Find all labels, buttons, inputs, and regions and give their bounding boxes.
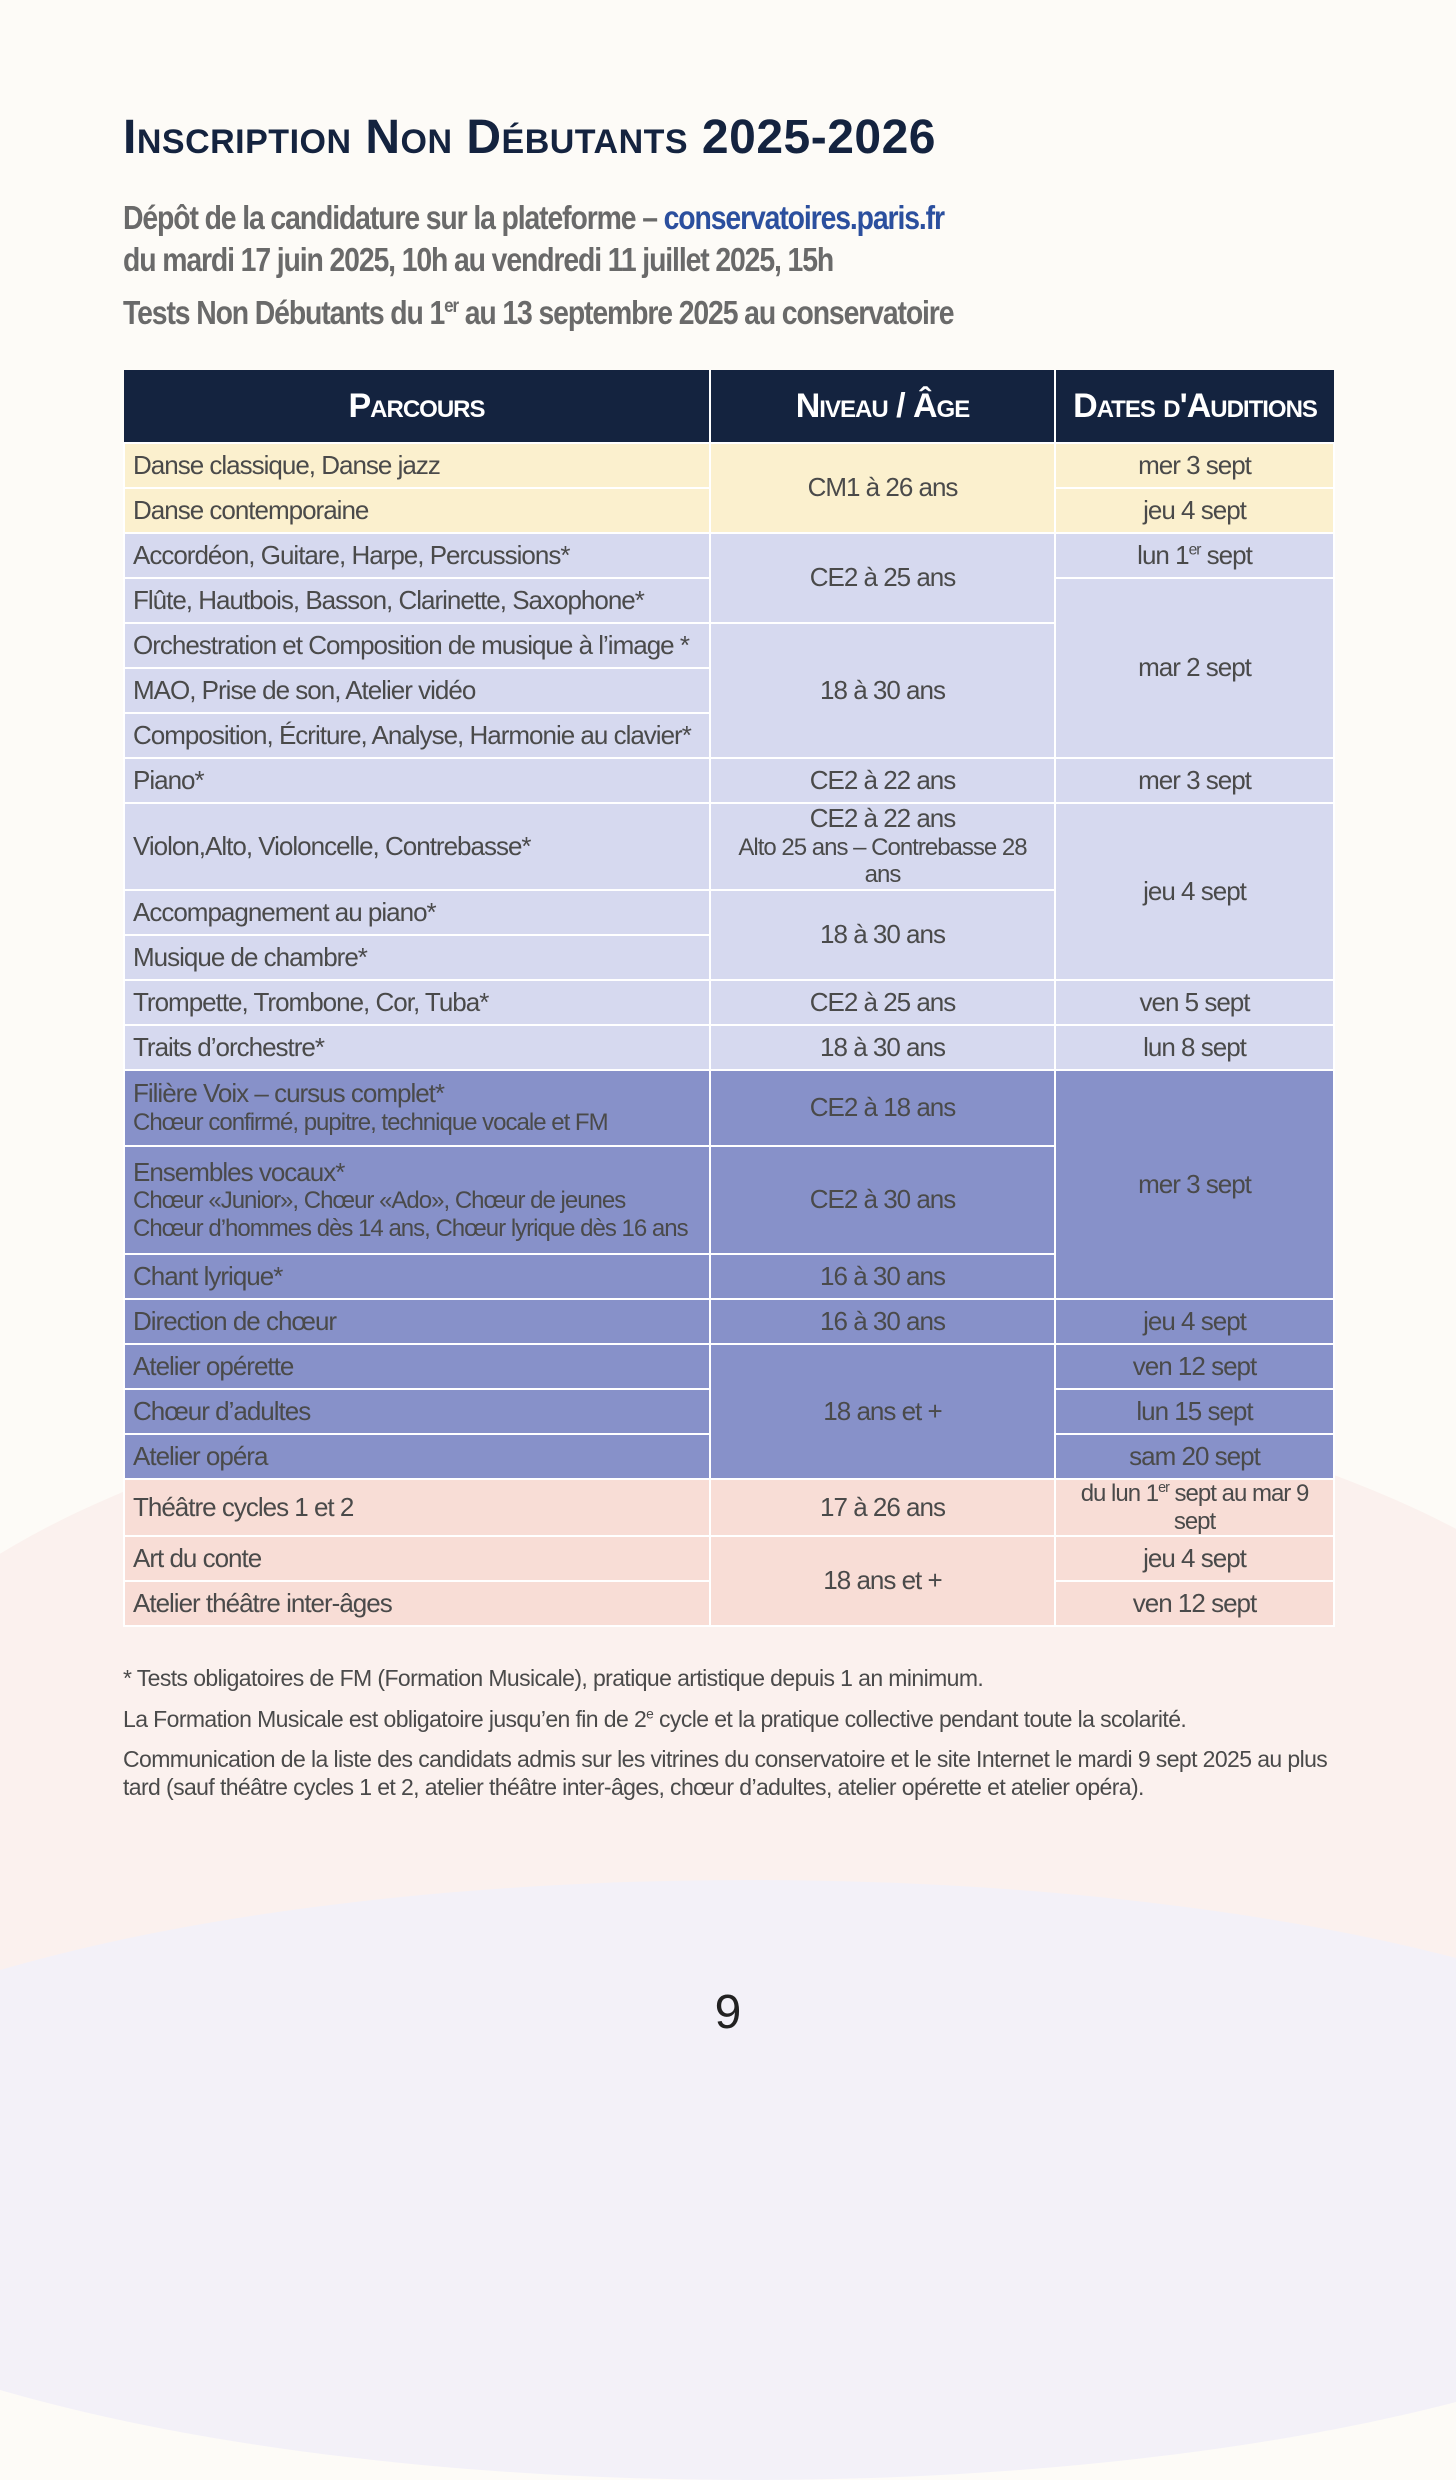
niveau-cell: 18 à 30 ans [710, 890, 1055, 980]
date-text: sept au mar 9 sept [1168, 1480, 1309, 1535]
date-cell: jeu 4 sept [1055, 1536, 1334, 1581]
tests-text-b: au 13 septembre 2025 au conservatoire [457, 294, 954, 331]
parcours-text: Ensembles vocaux* [133, 1156, 345, 1187]
niveau-text: CE2 à 22 ans [809, 803, 956, 833]
date-sup: er [1158, 1480, 1169, 1497]
table-row [124, 1536, 1334, 1581]
parcours-cell: Trompette, Trombone, Cor, Tuba* [124, 980, 710, 1025]
parcours-cell: Composition, Écriture, Analyse, Harmonie au clavier* [124, 713, 710, 758]
niveau-cell: CE2 à 25 ans [710, 533, 1055, 623]
tests-dates [123, 294, 953, 332]
date-text: du lun 1 [1080, 1480, 1159, 1508]
table-row [124, 1479, 1334, 1536]
parcours-cell: Art du conte [124, 1536, 710, 1581]
parcours-cell: Flûte, Hautbois, Basson, Clarinette, Saxophone* [124, 578, 710, 623]
parcours-cell: Accordéon, Guitare, Harpe, Percussions* [124, 533, 710, 578]
table-header [124, 370, 1334, 443]
page-title: Inscription Non Débutants 2025-2026 [123, 111, 936, 164]
parcours-cell: Atelier théâtre inter-âges [124, 1581, 710, 1626]
table-row [124, 1025, 1334, 1070]
footnote-text: La Formation Musicale est obligatoire jusqu’en fin de 2 [123, 1705, 647, 1732]
table-row [124, 758, 1334, 803]
header-parcours: Parcours [124, 370, 710, 443]
niveau-cell: 18 à 30 ans [710, 1025, 1055, 1070]
date-cell: mer 3 sept [1055, 758, 1334, 803]
date-sup: er [1188, 540, 1201, 558]
date-cell: ven 12 sept [1055, 1581, 1334, 1626]
niveau-cell: CE2 à 22 ans [710, 758, 1055, 803]
parcours-cell [124, 1070, 710, 1146]
table-row [124, 443, 1334, 488]
parcours-cell: Traits d’orchestre* [124, 1025, 710, 1070]
background-wave-bottom [0, 1880, 1456, 2480]
tests-text-a: Tests Non Débutants du 1 [123, 294, 445, 331]
niveau-cell: 18 ans et + [710, 1536, 1055, 1626]
date-cell: mar 2 sept [1055, 578, 1334, 758]
niveau-cell: CE2 à 25 ans [710, 980, 1055, 1025]
application-dates: du mardi 17 juin 2025, 10h au vendredi 11 juillet 2025, 15h [123, 241, 834, 278]
niveau-cell: 18 à 30 ans [710, 623, 1055, 758]
parcours-cell: Piano* [124, 758, 710, 803]
parcours-cell: Danse contemporaine [124, 488, 710, 533]
date-cell: mer 3 sept [1055, 1070, 1334, 1299]
parcours-subtext: Chœur «Junior», Chœur «Ado», Chœur de jeunes [133, 1187, 626, 1215]
header-dates: Dates d'Auditions [1055, 370, 1334, 443]
date-cell: sam 20 sept [1055, 1434, 1334, 1479]
niveau-cell [710, 803, 1055, 890]
date-text: lun 1 [1137, 539, 1189, 570]
footnote-fm-required [123, 1706, 1338, 1734]
auditions-table [123, 370, 1335, 1627]
table-row [124, 1299, 1334, 1344]
parcours-subtext: Chœur d’hommes dès 14 ans, Chœur lyrique dès 16 ans [133, 1215, 688, 1243]
table-row [124, 1344, 1334, 1389]
footnote-fm-tests: * Tests obligatoires de FM (Formation Musicale), pratique artistique depuis 1 an minimum. [123, 1665, 984, 1691]
date-text: sept [1200, 539, 1252, 570]
parcours-cell: Chœur d’adultes [124, 1389, 710, 1434]
footnote-results: Communication de la liste des candidats admis sur les vitrines du conservatoire et le site Internet le mardi 9 sept 2025 au plus tard (sauf théâtre cycles 1 et 2, atelier théâtre inter-âges, chœur d’adultes, atelier opérette et atelier opéra). [123, 1746, 1328, 1800]
niveau-cell: 16 à 30 ans [710, 1254, 1055, 1299]
date-cell: lun 15 sept [1055, 1389, 1334, 1434]
footnote-sup: e [646, 1705, 654, 1721]
parcours-cell [124, 1146, 710, 1254]
tests-sup: er [444, 295, 458, 317]
page-number: 9 [714, 1986, 742, 2039]
niveau-cell: 16 à 30 ans [710, 1299, 1055, 1344]
table-row [124, 533, 1334, 578]
parcours-text: Filière Voix – cursus complet* [133, 1078, 445, 1109]
parcours-subtext: Chœur confirmé, pupitre, technique vocale et FM [133, 1109, 608, 1137]
header-niveau: Niveau / Âge [710, 370, 1055, 443]
date-cell: lun 8 sept [1055, 1025, 1334, 1070]
date-cell [1055, 1479, 1334, 1536]
niveau-cell: 18 ans et + [710, 1344, 1055, 1479]
table-row [124, 980, 1334, 1025]
date-cell: ven 12 sept [1055, 1344, 1334, 1389]
parcours-cell: Orchestration et Composition de musique à l’image * [124, 623, 710, 668]
parcours-cell: Atelier opéra [124, 1434, 710, 1479]
date-cell: jeu 4 sept [1055, 1299, 1334, 1344]
table-row [124, 1070, 1334, 1146]
parcours-cell: Théâtre cycles 1 et 2 [124, 1479, 710, 1536]
parcours-cell: Accompagnement au piano* [124, 890, 710, 935]
application-info [123, 199, 944, 237]
niveau-cell: CE2 à 18 ans [710, 1070, 1055, 1146]
date-cell: jeu 4 sept [1055, 803, 1334, 980]
footnotes [123, 1665, 1338, 1814]
application-text: Dépôt de la candidature sur la plateforme – [123, 199, 664, 236]
date-cell: ven 5 sept [1055, 980, 1334, 1025]
date-cell: mer 3 sept [1055, 443, 1334, 488]
parcours-cell: Musique de chambre* [124, 935, 710, 980]
platform-link[interactable]: conservatoires.paris.fr [663, 199, 944, 236]
footnote-text: cycle et la pratique collective pendant toute la scolarité. [653, 1705, 1187, 1732]
niveau-cell: 17 à 26 ans [710, 1479, 1055, 1536]
parcours-cell: Atelier opérette [124, 1344, 710, 1389]
niveau-cell: CE2 à 30 ans [710, 1146, 1055, 1254]
parcours-cell: Chant lyrique* [124, 1254, 710, 1299]
parcours-cell: MAO, Prise de son, Atelier vidéo [124, 668, 710, 713]
parcours-cell: Direction de chœur [124, 1299, 710, 1344]
date-cell [1055, 533, 1334, 578]
parcours-cell: Violon,Alto, Violoncelle, Contrebasse* [124, 803, 710, 890]
niveau-cell: CM1 à 26 ans [710, 443, 1055, 533]
niveau-subtext: Alto 25 ans – Contrebasse 28 ans [738, 833, 1027, 889]
date-cell: jeu 4 sept [1055, 488, 1334, 533]
table-row [124, 803, 1334, 890]
parcours-cell: Danse classique, Danse jazz [124, 443, 710, 488]
